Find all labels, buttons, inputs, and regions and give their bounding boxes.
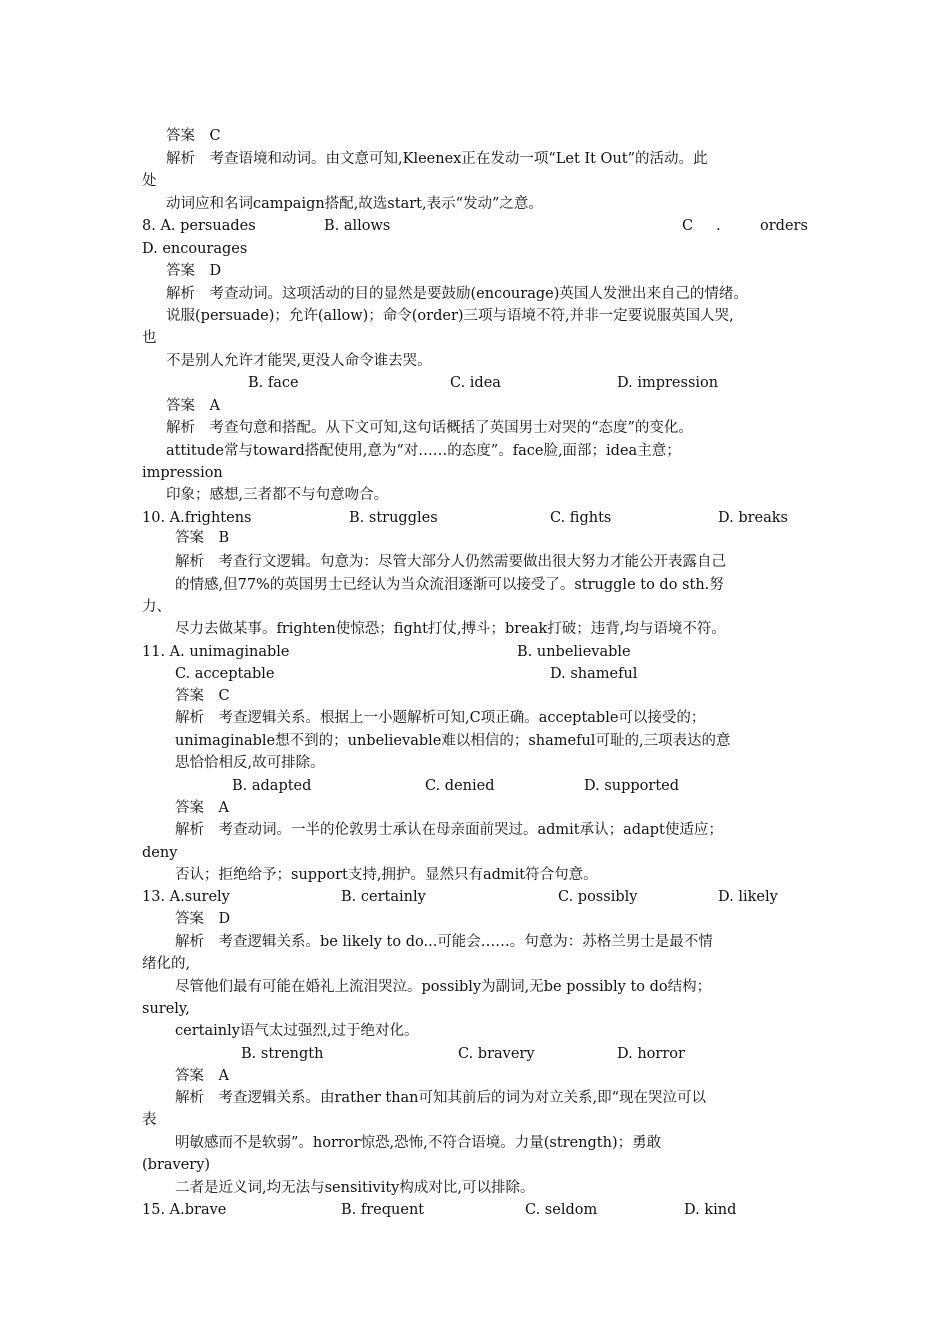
q9-analysis-line1: 解析 考查句意和搭配。从下文可知,这句话概括了英国男士对哭的“态度”的变化。 xyxy=(166,420,693,436)
q8-analysis-line1: 解析 考查动词。这项活动的目的显然是要鼓励(encourage)英国人发泄出来自己的情绪。 xyxy=(166,286,748,302)
q12-analysis-line1: 解析 考查动词。一半的伦敦男士承认在母亲面前哭过。admit承认；adapt使适应； xyxy=(175,822,723,838)
q14-option-c: C. bravery xyxy=(458,1046,535,1062)
q10-analysis-line2: 的情感,但77%的英国男士已经认为当众流泪逐渐可以接受了。struggle to do sth.努 xyxy=(175,577,724,593)
q10-analysis-line2-wrap: 力、 xyxy=(142,599,171,615)
q12-answer: 答案 A xyxy=(175,800,229,816)
q15-option-d: D. kind xyxy=(684,1202,737,1218)
q11-analysis-line1: 解析 考查逻辑关系。根据上一小题解析可知,C项正确。acceptable可以接受的； xyxy=(175,710,706,726)
q8-option-c-word: orders xyxy=(760,218,808,234)
q8-option-c-letter: C xyxy=(682,218,694,234)
q10-option-c: C. fights xyxy=(550,510,612,526)
q11-analysis-line2: unimaginable想不到的；unbelievable难以相信的；shameful可耻的,三项表达的意 xyxy=(175,733,731,749)
q13-analysis-line2-wrap: surely, xyxy=(142,1001,190,1017)
q14-option-b: B. strength xyxy=(241,1046,324,1062)
q7-analysis-line1-wrap: 处 xyxy=(142,173,157,189)
q9-analysis-line2: attitude常与toward搭配使用,意为“对……的态度”。face脸,面部；idea主意； xyxy=(166,443,681,459)
q8-option-a: 8. A. persuades xyxy=(142,218,256,234)
q9-option-c: C. idea xyxy=(450,375,501,391)
q11-analysis-line3: 思恰恰相反,故可排除。 xyxy=(175,755,325,771)
q12-analysis-line1-wrap: deny xyxy=(142,845,178,861)
q14-analysis-line2-wrap: (bravery) xyxy=(142,1157,211,1173)
q11-option-c: C. acceptable xyxy=(175,666,275,682)
q13-answer: 答案 D xyxy=(175,911,231,927)
q15-option-a: 15. A.brave xyxy=(142,1202,227,1218)
q8-analysis-line2: 说服(persuade)；允许(allow)；命令(order)三项与语境不符,并非一定要说服英国人哭, xyxy=(166,308,734,324)
q7-analysis-line1: 解析 考查语境和动词。由文意可知,Kleenex正在发动一项“Let It Out”的活动。此 xyxy=(166,151,708,167)
q14-option-d: D. horror xyxy=(617,1046,685,1062)
q13-analysis-line1: 解析 考查逻辑关系。be likely to do...可能会……。句意为：苏格兰男士是最不情 xyxy=(175,934,713,950)
q8-option-c-dot: . xyxy=(716,218,721,234)
q10-analysis-line3: 尽力去做某事。frighten使惊恐；fight打仗,搏斗；break打破；违背,均与语境不符。 xyxy=(175,621,726,637)
q8-analysis-line2-wrap: 也 xyxy=(142,330,157,346)
q12-option-b: B. adapted xyxy=(232,778,312,794)
q10-answer: 答案 B xyxy=(175,530,230,546)
q8-option-d: D. encourages xyxy=(142,241,248,257)
q9-analysis-line2-wrap: impression xyxy=(142,465,223,481)
q13-option-c: C. possibly xyxy=(558,889,638,905)
q13-analysis-line1-wrap: 绪化的, xyxy=(142,956,191,972)
q15-option-b: B. frequent xyxy=(341,1202,425,1218)
q8-answer: 答案 D xyxy=(166,263,222,279)
q9-option-d: D. impression xyxy=(617,375,719,391)
q12-option-d: D. supported xyxy=(584,778,680,794)
q12-option-c: C. denied xyxy=(425,778,495,794)
q14-analysis-line1: 解析 考查逻辑关系。由rather than可知其前后的词为对立关系,即“现在哭泣可以 xyxy=(175,1090,707,1106)
q7-analysis-line2: 动词应和名词campaign搭配,故选start,表示“发动”之意。 xyxy=(166,196,543,212)
q9-option-b: B. face xyxy=(248,375,299,391)
q13-analysis-line2: 尽管他们最有可能在婚礼上流泪哭泣。possibly为副词,无be possibly to do结构； xyxy=(175,979,712,995)
q11-answer: 答案 C xyxy=(175,688,230,704)
q13-option-a: 13. A.surely xyxy=(142,889,230,905)
q9-analysis-line3: 印象；感想,三者都不与句意吻合。 xyxy=(166,487,389,503)
q15-option-c: C. seldom xyxy=(525,1202,598,1218)
q12-analysis-line2: 否认；拒绝给予；support支持,拥护。显然只有admit符合句意。 xyxy=(175,867,598,883)
q10-analysis-line1: 解析 考查行文逻辑。句意为：尽管大部分人仍然需要做出很大努力才能公开表露自己 xyxy=(175,554,726,570)
q8-analysis-line3: 不是别人允许才能哭,更没人命令谁去哭。 xyxy=(166,353,432,369)
q10-option-b: B. struggles xyxy=(349,510,438,526)
q14-analysis-line3: 二者是近义词,均无法与sensitivity构成对比,可以排除。 xyxy=(175,1180,535,1196)
q11-option-a: 11. A. unimaginable xyxy=(142,644,290,660)
q14-analysis-line2: 明敏感而不是软弱”。horror惊恐,恐怖,不符合语境。力量(strength)；勇敢 xyxy=(175,1135,662,1151)
q14-answer: 答案 A xyxy=(175,1068,229,1084)
q11-option-d: D. shameful xyxy=(550,666,638,682)
q7-answer: 答案 C xyxy=(166,128,221,144)
q10-option-a: 10. A.frightens xyxy=(142,510,252,526)
q13-analysis-line3: certainly语气太过强烈,过于绝对化。 xyxy=(175,1023,419,1039)
q9-answer: 答案 A xyxy=(166,398,220,414)
q13-option-d: D. likely xyxy=(718,889,778,905)
q8-option-b: B. allows xyxy=(324,218,391,234)
q11-option-b: B. unbelievable xyxy=(517,644,631,660)
q14-analysis-line1-wrap: 表 xyxy=(142,1112,157,1128)
q10-option-d: D. breaks xyxy=(718,510,788,526)
q13-option-b: B. certainly xyxy=(341,889,426,905)
